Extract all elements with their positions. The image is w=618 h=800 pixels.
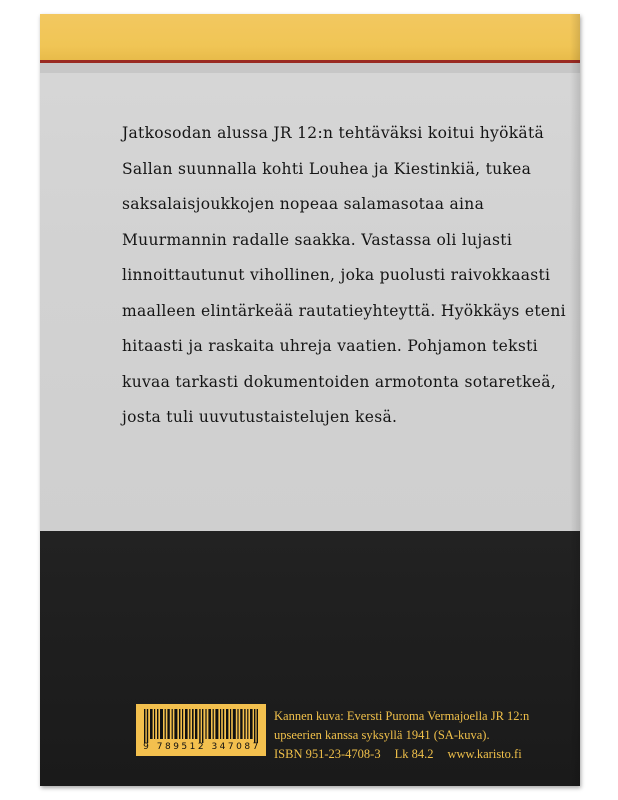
blurb-line: saksalaisjoukkojen nopeaa salamasotaa aina xyxy=(122,195,485,213)
blurb-line: Jatkosodan alussa JR 12:n tehtäväksi koitui hyökätä xyxy=(122,124,545,142)
publisher-website: www.karisto.fi xyxy=(447,747,522,761)
blurb-line: hitaasti ja raskaita uhreja vaatien. Pohjamon teksti xyxy=(122,337,538,355)
book-back-cover xyxy=(40,14,580,786)
barcode-number: 9 789512 347087 xyxy=(143,742,261,752)
isbn-line xyxy=(274,745,580,764)
blurb-line: Muurmannin radalle saakka. Vastassa oli lujasti xyxy=(122,230,513,249)
grey-strip xyxy=(40,63,580,73)
cover-credit-line: Kannen kuva: Eversti Puroma Vermajoella JR 12:n xyxy=(274,709,530,723)
credits-block xyxy=(274,707,580,764)
blurb-line: linnoittautunut vihollinen, joka puolusti raivokkaasti xyxy=(122,266,551,284)
class-code: Lk 84.2 xyxy=(394,747,434,761)
cover-credit-line: upseerien kanssa syksyllä 1941 (SA-kuva). xyxy=(274,728,490,742)
blurb-line: kuvaa tarkasti dokumentoiden armotonta sotaretkeä, xyxy=(122,372,557,391)
blurb-line: josta tuli uuvutustaistelujen kesä. xyxy=(122,408,398,426)
blurb-line: Sallan suunnalla kohti Louhea ja Kiestinkiä, tukea xyxy=(122,159,532,178)
barcode xyxy=(136,704,266,756)
barcode-bars-icon xyxy=(144,709,258,743)
top-yellow-band xyxy=(40,14,580,60)
blurb-text xyxy=(122,116,566,436)
isbn: ISBN 951-23-4708-3 xyxy=(274,747,381,761)
blurb-line: maalleen elintärkeää rautatieyhteyttä. Hyökkäys eteni xyxy=(122,301,566,320)
